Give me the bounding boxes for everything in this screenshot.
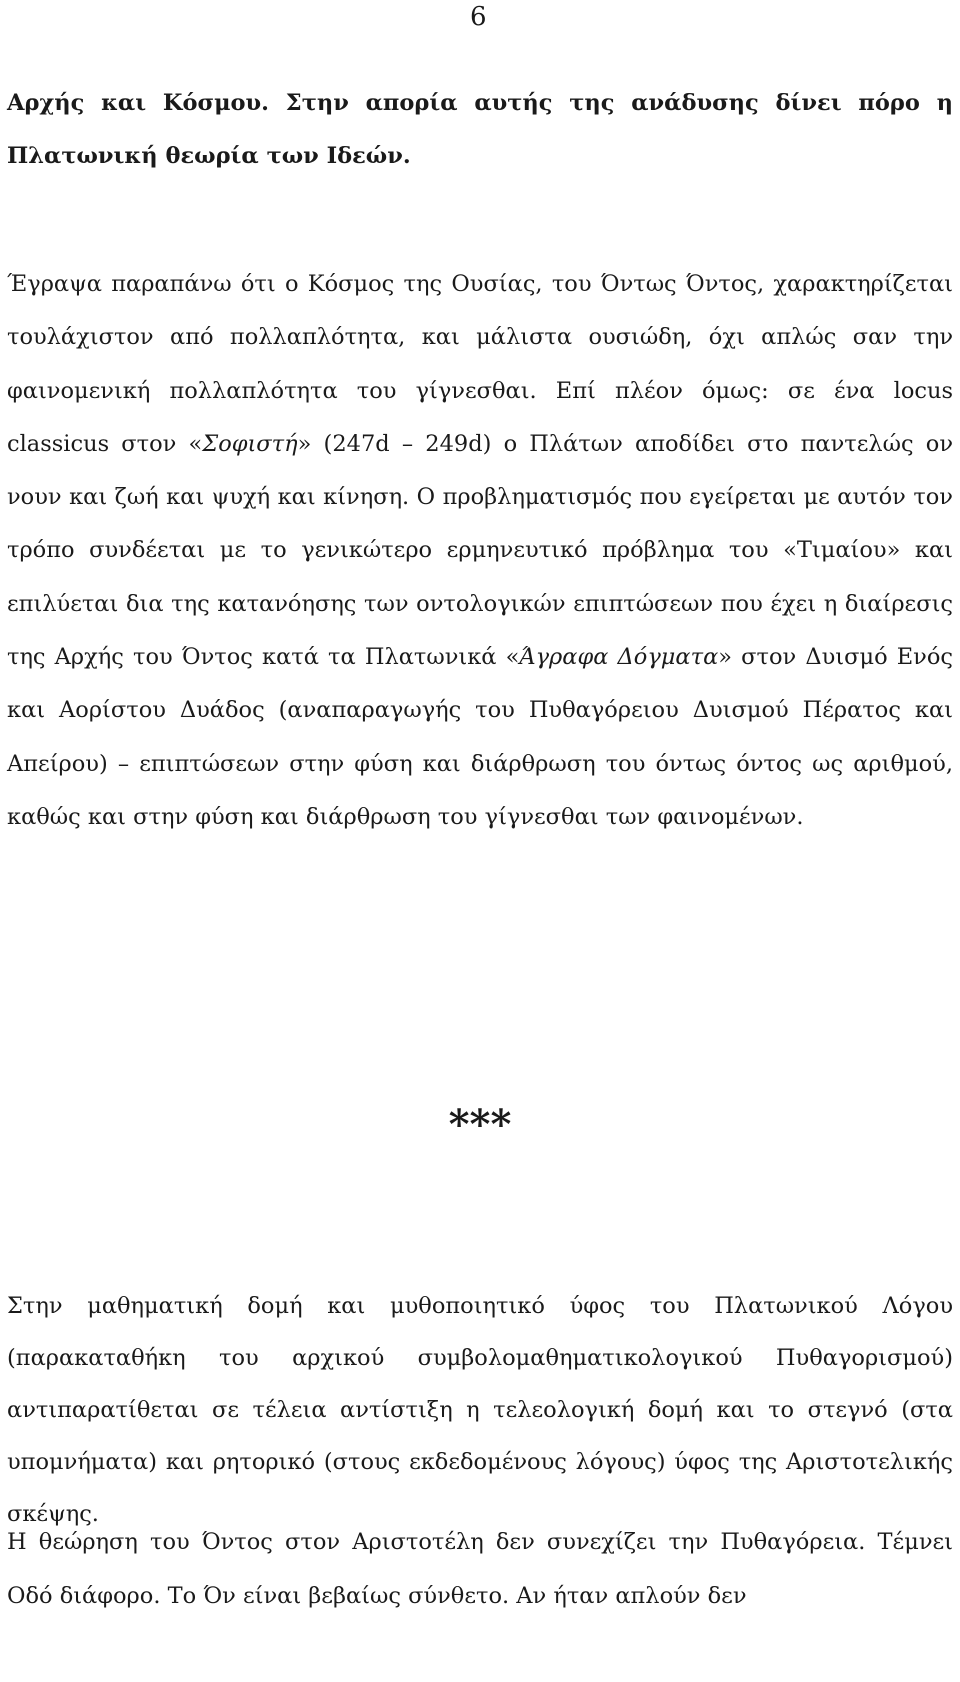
paragraph-2 — [7, 258, 953, 844]
paragraph-2-text-3: » στον Δυισμό Ενός και Αορίστου Δυάδος (αναπαραγωγής του Πυθαγόρειου Δυισμού Πέρατος και Απείρου) – επιπτώσεων στην φύση και διάρθρωση του όντως όντος ως αριθμού, καθώς και στην φύση και διάρθρωση του γίγνεσθαι των φαινομένων. — [7, 644, 953, 830]
page-number: 6 — [470, 2, 487, 32]
title-agrapha-dogmata: Άγραφα Δόγματα — [519, 644, 719, 671]
paragraph-4: Η θεώρηση του Όντος στον Αριστοτέλη δεν συνεχίζει την Πυθαγόρεια. Τέμνει Οδό διάφορο. Το Όν είναι βεβαίως σύνθετο. Αν ήταν απλούν δεν — [7, 1529, 953, 1609]
paragraph-2-text-2: » (247d – 249d) ο Πλάτων αποδίδει στο παντελώς ον νουν και ζωή και ψυχή και κίνηση. Ο προβληματισμός που εγείρεται με αυτόν τον τρόπο συνδέεται με το γενικώτερο ερμηνευτικό πρόβλημα του «Τιμαίου» και επιλύεται δια της κατανόησης των οντολογικών επιπτώσεων που έχει η διαίρεσις της Αρχής του Όντος κατά τα Πλατωνικά « — [7, 430, 953, 671]
paragraph-1: Αρχής και Κόσμου. Στην απορία αυτής της ανάδυσης δίνει πόρο η Πλατωνική θεωρία των Ιδεών. — [7, 90, 953, 169]
section-separator: *** — [448, 1101, 512, 1148]
title-sophist: Σοφιστή — [202, 430, 298, 457]
paragraph-3: Στην μαθηματική δομή και μυθοποιητικό ύφος του Πλατωνικού Λόγου (παρακαταθήκη του αρχικού συμβολομαθηματικολογικού Πυθαγορισμού) αντιπαρατίθεται σε τέλεια αντίστιξη η τελεολογική δομή και το στεγνό (στα υπομνήματα) και ρητορικό (στους εκδεδομένους λόγους) ύφος της Αριστοτελικής σκέψης. — [7, 1293, 953, 1527]
paragraph-2-text-1: Έγραψα παραπάνω ότι ο Κόσμος της Ουσίας, του Όντως Όντος, χαρακτηρίζεται τουλάχιστον από πολλαπλότητα, και μάλιστα ουσιώδη, όχι απλώς σαν την φαινομενική πολλαπλότητα του γίγνεσθαι. Επί πλέον όμως: σε ένα locus classicus στον « — [7, 271, 953, 457]
